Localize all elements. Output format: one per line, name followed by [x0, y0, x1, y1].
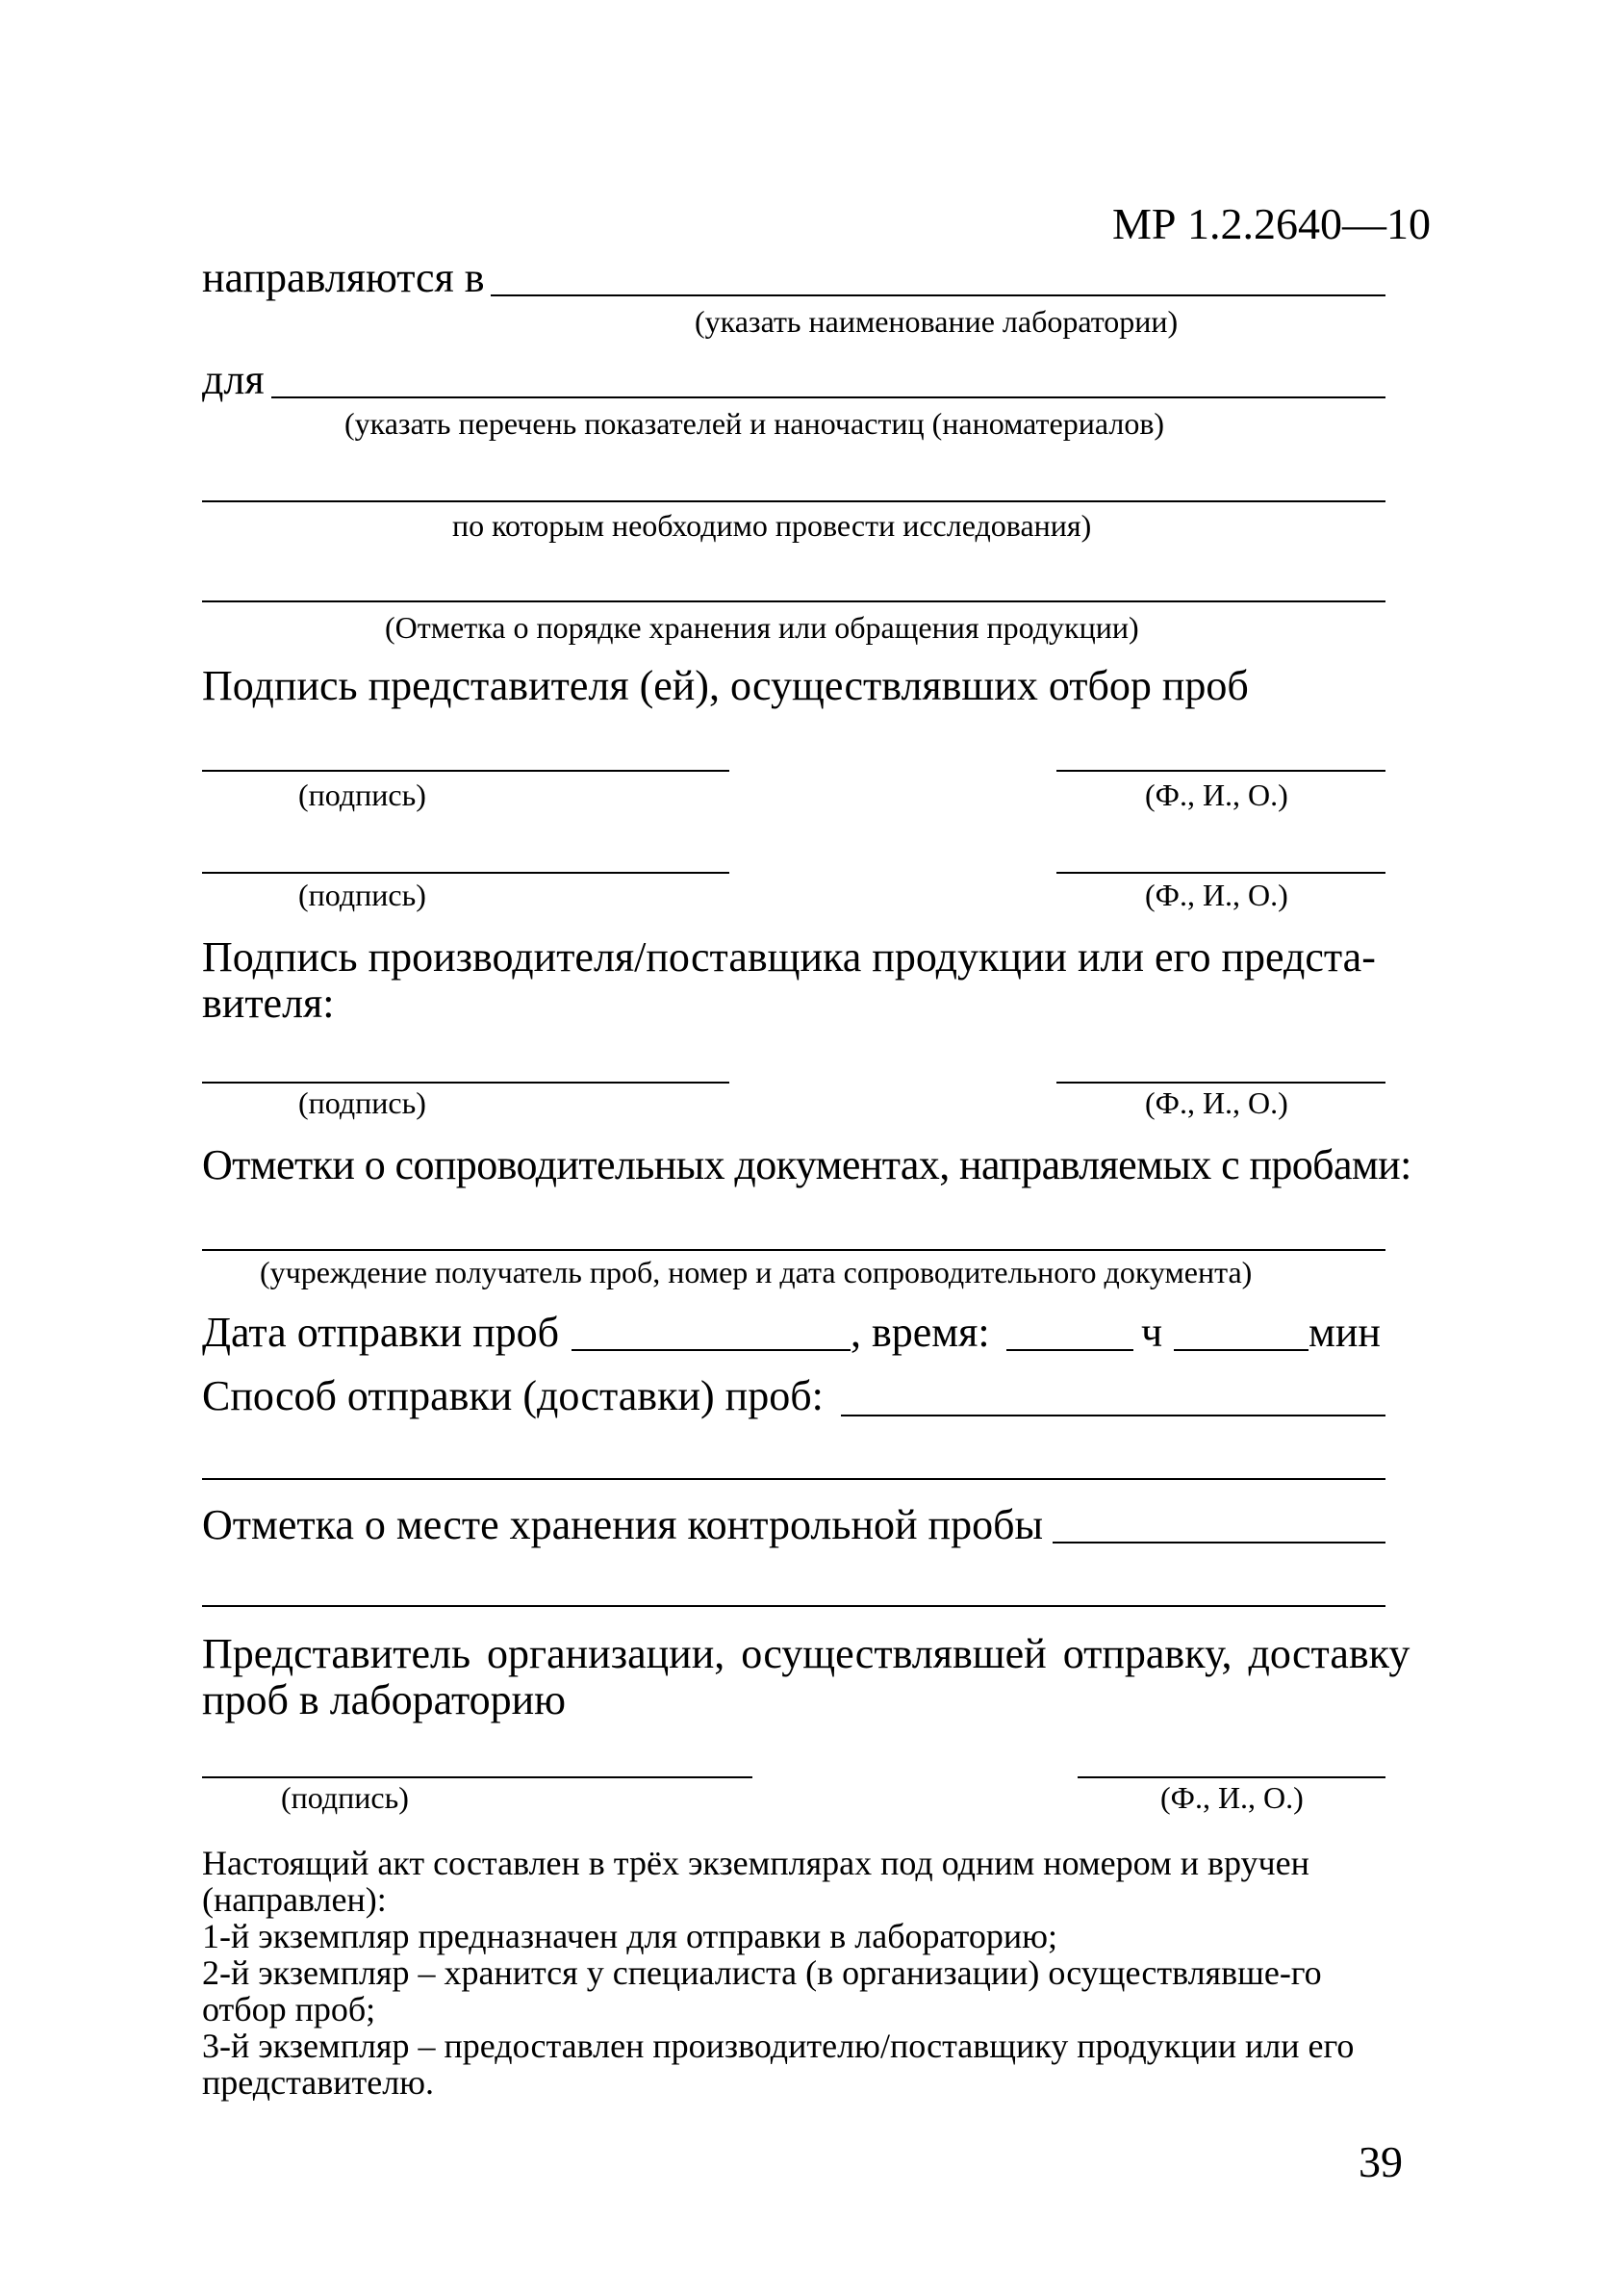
minutes-label: мин — [1309, 1309, 1381, 1356]
sampler2-fio-field[interactable] — [1056, 872, 1385, 874]
rep-title-line1: Представитель организации, осуществлявшей отправку, доставку — [202, 1630, 1410, 1677]
docs-caption: (учреждение получатель проб, номер и дата сопроводительного документа) — [260, 1255, 1253, 1289]
for-field[interactable] — [271, 396, 1385, 398]
producer-signature-caption: (подпись) — [298, 1085, 426, 1120]
date-field[interactable] — [572, 1349, 851, 1351]
for-caption-continued: по которым необходимо провести исследования) — [452, 508, 1092, 543]
control-field[interactable] — [1053, 1542, 1385, 1543]
for-caption: (указать перечень показателей и наночастиц (наноматериалов) — [344, 406, 1165, 441]
docs-title: Отметки о сопроводительных документах, направляемых с пробами: — [202, 1141, 1411, 1188]
for-field-continued[interactable] — [202, 500, 1385, 502]
hours-label: ч — [1141, 1309, 1163, 1356]
note-copy-1: 1-й экземпляр предназначен для отправки в лабораторию; — [202, 1917, 1058, 1955]
sampler1-signature-caption: (подпись) — [298, 778, 426, 812]
method-field[interactable] — [841, 1415, 1385, 1416]
producer-signature-field[interactable] — [202, 1082, 729, 1084]
producer-fio-field[interactable] — [1056, 1082, 1385, 1084]
control-label: Отметка о месте хранения контрольной пробы — [202, 1501, 1044, 1548]
rep-signature-field[interactable] — [202, 1776, 752, 1778]
sent-to-field[interactable] — [491, 294, 1385, 296]
samplers-title: Подпись представителя (ей), осуществлявших отбор проб — [202, 662, 1249, 709]
rep-signature-caption: (подпись) — [281, 1780, 409, 1815]
sent-to-caption: (указать наименование лаборатории) — [695, 304, 1179, 339]
method-label: Способ отправки (доставки) проб: — [202, 1372, 824, 1419]
producer-title-line1: Подпись производителя/поставщика продукции или его предста- — [202, 933, 1376, 981]
note-copy-2: 2-й экземпляр – хранится у специалиста (в организации) осуществлявше-го отбор проб; — [202, 1953, 1322, 2028]
storage-field[interactable] — [202, 600, 1385, 602]
docs-field[interactable] — [202, 1249, 1385, 1251]
control-field-continued[interactable] — [202, 1605, 1385, 1607]
rep-title-line2: проб в лабораторию — [202, 1676, 567, 1723]
sampler1-fio-field[interactable] — [1056, 770, 1385, 772]
sampler1-fio-caption: (Ф., И., О.) — [1145, 778, 1288, 812]
producer-title-line2: вителя: — [202, 980, 335, 1027]
storage-caption: (Отметка о порядке хранения или обращения продукции) — [385, 610, 1139, 645]
page-number: 39 — [1359, 2137, 1403, 2186]
sampler2-fio-caption: (Ф., И., О.) — [1145, 878, 1288, 912]
sampler2-signature-field[interactable] — [202, 872, 729, 874]
document-code: МР 1.2.2640—10 — [1112, 199, 1431, 248]
rep-fio-field[interactable] — [1078, 1776, 1385, 1778]
note-copies: Настоящий акт составлен в трёх экземплярах под одним номером и вручен (направлен): — [202, 1844, 1309, 1919]
method-field-continued[interactable] — [202, 1478, 1385, 1480]
sampler2-signature-caption: (подпись) — [298, 878, 426, 912]
minutes-field[interactable] — [1174, 1349, 1309, 1351]
for-label: для — [202, 356, 265, 403]
sent-to-label: направляются в — [202, 254, 485, 301]
sampler1-signature-field[interactable] — [202, 770, 729, 772]
date-label: Дата отправки проб — [202, 1309, 560, 1356]
hours-field[interactable] — [1006, 1349, 1133, 1351]
rep-fio-caption: (Ф., И., О.) — [1160, 1780, 1304, 1815]
note-copy-3: 3-й экземпляр – предоставлен производителю/поставщику продукции или его представителю. — [202, 2027, 1355, 2102]
producer-fio-caption: (Ф., И., О.) — [1145, 1085, 1288, 1120]
time-label: , время: — [851, 1309, 990, 1356]
